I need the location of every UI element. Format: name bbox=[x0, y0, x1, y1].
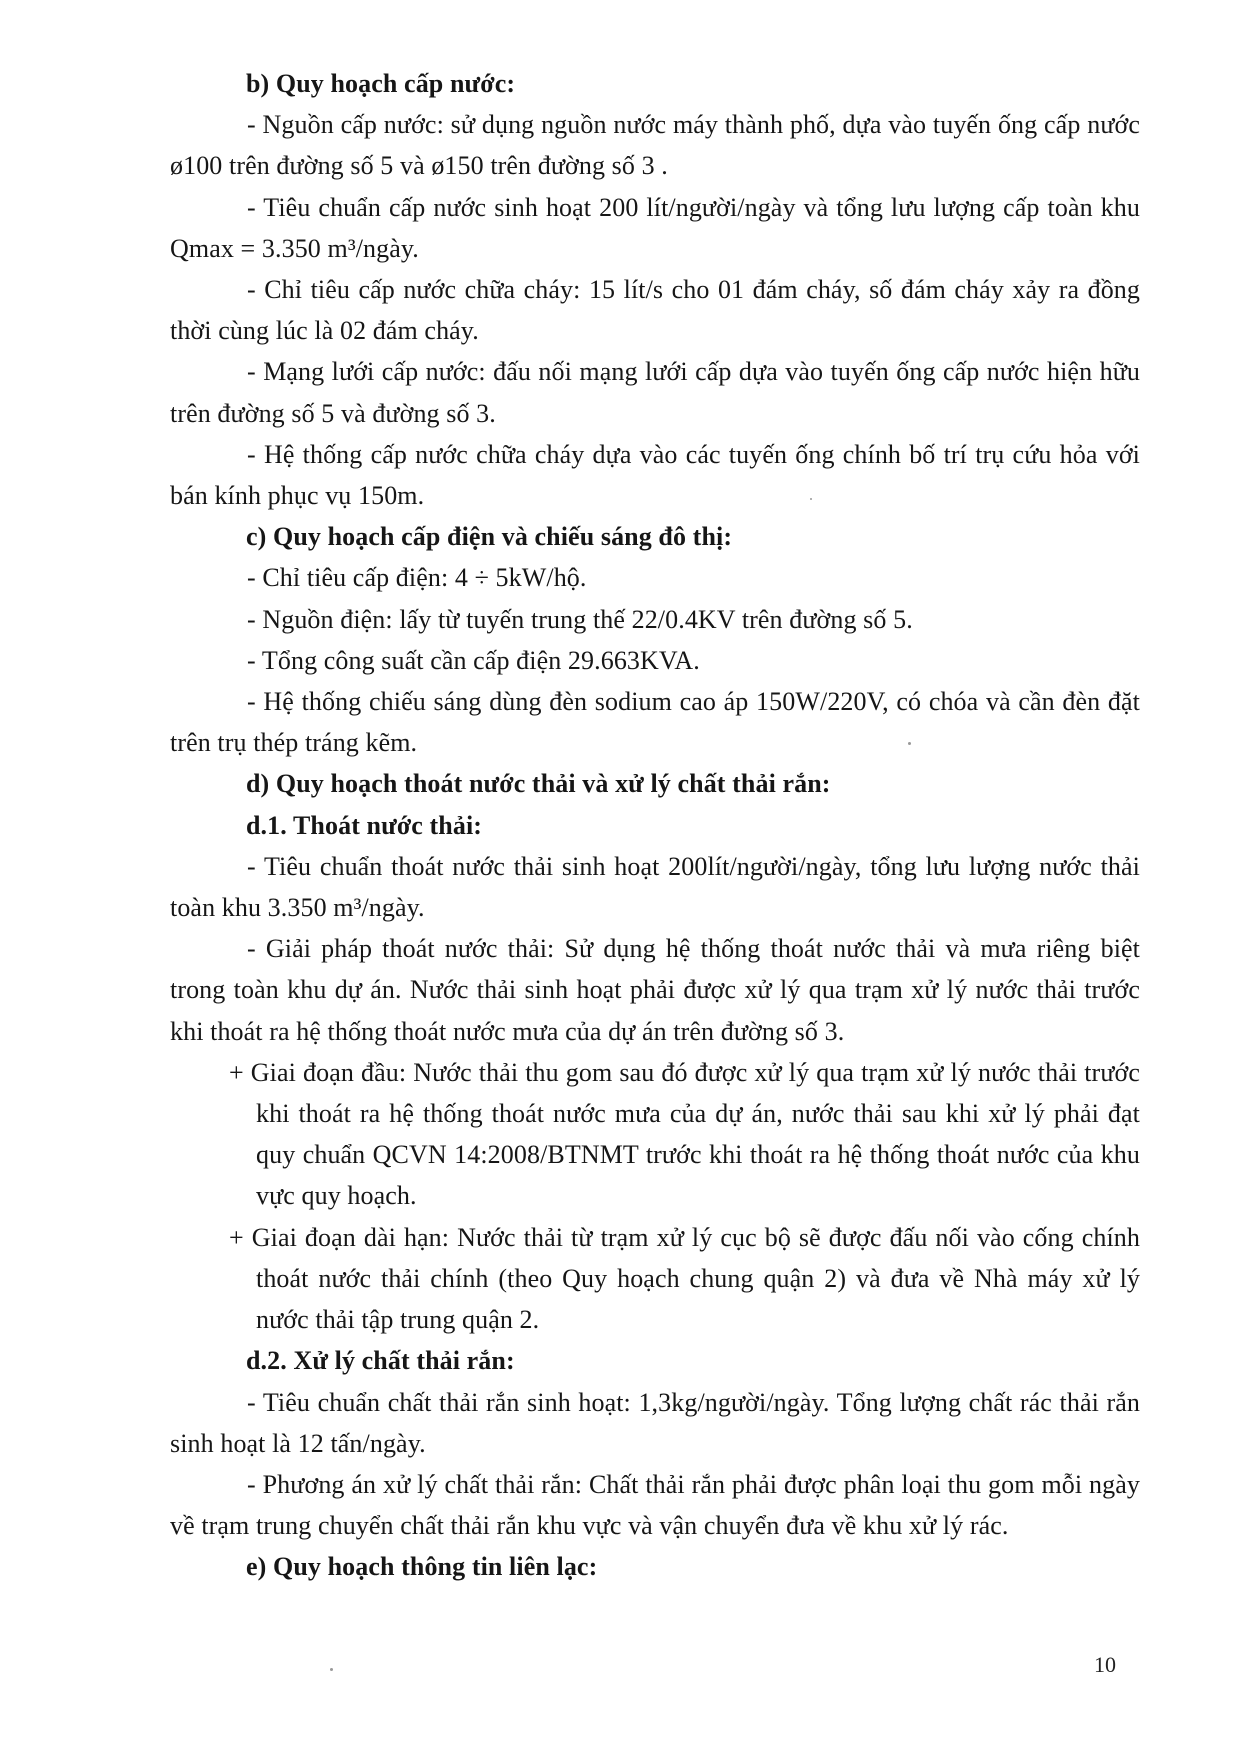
document-body bbox=[170, 63, 1140, 1588]
paragraph-solid-waste-standard: - Tiêu chuẩn chất thải rắn sinh hoạt: 1,3kg/người/ngày. Tổng lượng chất rác thải rắn sinh hoạt là 12 tấn/ngày. bbox=[170, 1387, 1140, 1458]
paragraph-lighting: - Hệ thống chiếu sáng dùng đèn sodium cao áp 150W/220V, có chóa và cần đèn đặt trên trụ thép tráng kẽm. bbox=[170, 687, 1140, 758]
scan-speck bbox=[810, 498, 812, 500]
section-heading-electricity: c) Quy hoạch cấp điện và chiếu sáng đô thị: bbox=[246, 522, 733, 552]
paragraph-wastewater-solution: - Giải pháp thoát nước thải: Sử dụng hệ thống thoát nước thải và mưa riêng biệt trong toàn khu dự án. Nước thải sinh hoạt phải được xử lý qua trạm xử lý nước thải trước khi thoát ra hệ thống thoát nước mưa của dự án trên đường số 3. bbox=[170, 934, 1140, 1046]
scan-speck bbox=[908, 742, 911, 745]
section-heading-wastewater-solid-waste: d) Quy hoạch thoát nước thải và xử lý chất thải rắn: bbox=[246, 769, 831, 799]
paragraph-water-network: - Mạng lưới cấp nước: đấu nối mạng lưới cấp dựa vào tuyến ống cấp nước hiện hữu trên đường số 5 và đường số 3. bbox=[170, 357, 1140, 428]
paragraph-solid-waste-plan: - Phương án xử lý chất thải rắn: Chất thải rắn phải được phân loại thu gom mỗi ngày về trạm trung chuyển chất thải rắn khu vực và vận chuyển đưa về khu xử lý rác. bbox=[170, 1469, 1140, 1541]
paragraph-fire-hydrant: - Hệ thống cấp nước chữa cháy dựa vào các tuyến ống chính bố trí trụ cứu hỏa với bán kính phục vụ 150m. bbox=[170, 439, 1140, 511]
paragraph-water-standard: - Tiêu chuẩn cấp nước sinh hoạt 200 lít/người/ngày và tổng lưu lượng cấp toàn khu Qmax = 3.350 m³/ngày. bbox=[170, 192, 1140, 263]
paragraph-firefighting-water: - Chỉ tiêu cấp nước chữa cháy: 15 lít/s cho 01 đám cháy, số đám cháy xảy ra đồng thời cùng lúc là 02 đám cháy. bbox=[170, 275, 1140, 346]
paragraph-power-source: - Nguồn điện: lấy từ tuyến trung thế 22/0.4KV trên đường số 5. bbox=[247, 604, 913, 634]
scan-speck bbox=[330, 1668, 333, 1671]
subsection-heading-wastewater: d.1. Thoát nước thải: bbox=[246, 810, 483, 840]
page-number: 10 bbox=[1094, 1652, 1116, 1677]
paragraph-wastewater-standard: - Tiêu chuẩn thoát nước thải sinh hoạt 200lít/người/ngày, tổng lưu lượng nước thải toàn khu 3.350 m³/ngày. bbox=[170, 851, 1140, 923]
section-heading-communications: e) Quy hoạch thông tin liên lạc: bbox=[246, 1552, 598, 1582]
paragraph-power-norm: - Chỉ tiêu cấp điện: 4 ÷ 5kW/hộ. bbox=[247, 563, 587, 593]
subsection-heading-solid-waste: d.2. Xử lý chất thải rắn: bbox=[246, 1346, 515, 1376]
paragraph-water-source: - Nguồn cấp nước: sử dụng nguồn nước máy thành phố, dựa vào tuyến ống cấp nước ø100 trên đường số 5 và ø150 trên đường số 3 . bbox=[170, 110, 1140, 181]
sub-item-long-term-phase: + Giai đoạn dài hạn: Nước thải từ trạm xử lý cục bộ sẽ được đấu nối vào cống chính thoát nước thải chính (theo Quy hoạch chung quận 2) và đưa về Nhà máy xử lý nước thải tập trung quận 2. bbox=[229, 1222, 1140, 1335]
paragraph-power-capacity: - Tổng công suất cần cấp điện 29.663KVA. bbox=[247, 645, 700, 675]
section-heading-water-supply: b) Quy hoạch cấp nước: bbox=[246, 69, 516, 98]
sub-item-initial-phase: + Giai đoạn đầu: Nước thải thu gom sau đó được xử lý qua trạm xử lý nước thải trước khi thoát ra hệ thống thoát nước mưa của dự án, nước thải sau khi xử lý phải đạt quy chuẩn QCVN 14:2008/BTNMT trước khi thoát ra hệ thống thoát nước của khu vực quy hoạch. bbox=[229, 1057, 1140, 1211]
